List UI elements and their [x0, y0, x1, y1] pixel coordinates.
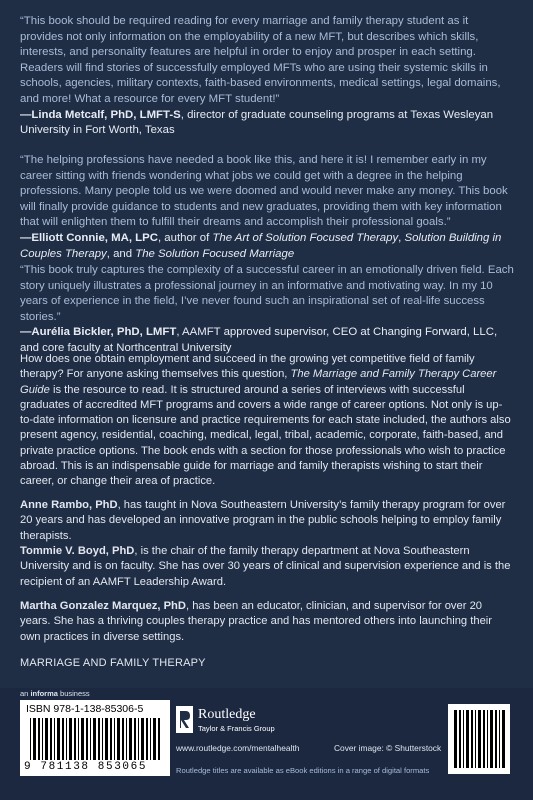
book-title: The Marriage and Family Therapy Career Guide [20, 368, 497, 396]
barcode-number: 9 781138 853065 [24, 761, 148, 773]
endorsement-2-text: “The helping professions have needed a book like this, and here it is! I remember early in my career sitting with friends wondering what jobs we could get with a degree in the helping professions. Many people told us we were doomed and would never make any money. This book will finally provide guidance to students and new graduates, providing them with key information that will enlighten them to fulfill their dreams and accomplish their professional goals.” [20, 154, 508, 229]
endorsement-2-attribution [20, 231, 514, 262]
price-barcode-bar [499, 710, 500, 768]
book-title-2: Solution Building in Couples Therapy [20, 231, 502, 260]
barcode-bar [45, 718, 48, 760]
barcode-bar [90, 718, 91, 760]
author-bio-1 [20, 498, 514, 544]
barcode-bar [102, 718, 103, 760]
barcode-bars [30, 718, 162, 760]
author-bio-1-body: , has taught in Nova Southeastern University’s family therapy program for over 20 years and has developed an innovative program in the public schools helping to employ family therapists. [20, 499, 506, 542]
endorsement-3 [20, 263, 514, 357]
description-intro: How does one obtain employment and succeed in the growing yet competitive field of family therapy? For anyone asking themselves this question, [20, 353, 475, 381]
author-bio-3 [20, 599, 514, 645]
barcode-bar [150, 718, 151, 760]
endorsement-1-affiliation: , director of graduate counseling programs at Texas Wesleyan University in Fort Worth, Texas [20, 108, 494, 137]
routledge-logo-icon [176, 706, 193, 733]
description-text [20, 352, 514, 490]
separator: , [398, 231, 405, 244]
isbn-barcode [20, 700, 170, 776]
informa-tagline [20, 689, 90, 698]
publisher-name: Routledge [198, 707, 256, 722]
barcode-bar [126, 718, 127, 760]
price-barcode-bar [478, 710, 481, 768]
barcode-bar [50, 718, 52, 760]
barcode-bar [138, 718, 139, 760]
endorsement-2 [20, 153, 514, 262]
publisher-group: Taylor & Francis Group [198, 724, 275, 733]
price-barcode-bar [454, 710, 457, 768]
endorsement-3-name: —Aurélia Bickler, PhD, LMFT [20, 326, 177, 339]
book-title-3: The Solution Focused Marriage [135, 247, 295, 260]
barcode-bar [54, 718, 55, 760]
barcode-bar [153, 718, 156, 760]
informa-pre: an [20, 689, 31, 698]
isbn-text: ISBN 978-1-138-85306-5 [26, 703, 144, 715]
price-barcode-bar [471, 710, 473, 768]
barcode-bar [78, 718, 79, 760]
endorsement-2-name: —Elliott Connie, MA, LPC [20, 231, 158, 244]
endorsement-1 [20, 14, 514, 139]
book-description [20, 352, 514, 490]
price-barcode-bar [487, 710, 488, 768]
price-barcode-bar [483, 710, 485, 768]
author-bio-3-body: , has been an educator, clinician, and supervisor for over 20 years. She has a thriving couples therapy practice and has mentored others into launching their own practices in diverse settings. [20, 600, 493, 643]
subject-category [20, 653, 514, 671]
barcode-bar [114, 718, 115, 760]
barcode-bar [38, 718, 40, 760]
barcode-bar [93, 718, 96, 760]
barcode-bar [66, 718, 67, 760]
author-bio-2-body: , is the chair of the family therapy department at Nova Southeastern University and is on faculty. She has over 30 years of clinical and supervision experience and is the recipient of an AAMFT Leadership Award. [20, 545, 511, 588]
barcode-bar [110, 718, 112, 760]
barcode-bar [141, 718, 144, 760]
barcode-bar [69, 718, 72, 760]
barcode-bar [122, 718, 124, 760]
barcode-bar [158, 718, 160, 760]
cover-image-credit: Cover image: © Shutterstock [334, 743, 442, 753]
barcode-bar [57, 718, 60, 760]
author-name-2: Tommie V. Boyd, PhD [20, 545, 135, 557]
price-barcode-bar [463, 710, 464, 768]
informa-post: business [57, 689, 90, 698]
barcode-bar [105, 718, 108, 760]
price-barcode-bar [490, 710, 493, 768]
barcode-bar [74, 718, 76, 760]
author-bio-1-text [20, 498, 514, 544]
barcode-bar [98, 718, 100, 760]
barcode-bar [117, 718, 120, 760]
endorsement-1-attribution [20, 108, 514, 139]
endorsement-2-affiliation: , author of [157, 231, 213, 244]
book-title-1: The Art of Solution Focused Therapy [212, 231, 399, 244]
price-barcode-bars [448, 704, 510, 774]
ebook-note: Routledge titles are available as eBook editions in a range of digital formats [176, 766, 430, 775]
author-name-3: Martha Gonzalez Marquez, PhD [20, 600, 186, 612]
author-name-1: Anne Rambo, PhD [20, 499, 118, 511]
barcode-bar [42, 718, 43, 760]
price-barcode-bar [502, 710, 505, 768]
price-barcode-bar [495, 710, 497, 768]
barcode-bar [33, 718, 36, 760]
barcode-bar [134, 718, 136, 760]
endorsement-3-text: “This book truly captures the complexity of a successful career in an emotionally driven field. Each story uniquely illustrates a professional journey in an informative and motivating way. In my 10 years of experience in the field, I’ve never found such an inspirational set of real-life success stories.” [20, 264, 514, 323]
publisher-website: www.routledge.com/mentalhealth [176, 743, 300, 753]
price-barcode-bar [475, 710, 476, 768]
endorsement-1-text: “This book should be required reading for every marriage and family therapy student as it provides not only information on the employability of a new MFT, but describes which skills, interests, and personality features are helpful in order to enjoy and prosper in each setting. Readers will find stories of successfully employed MFTs who are using their systemic skills in schools, agencies, military contexts, faith-based environments, medical settings, legal domains, and more! What a resource for every MFT student!” [20, 15, 501, 105]
author-bio-2-text [20, 544, 514, 590]
barcode-bar [129, 718, 132, 760]
barcode-bar [146, 718, 148, 760]
description-body: is the resource to read. It is structured around a series of interviews with successful graduates of accredited MFT programs and covers a wide range of career options. Not only is up-to-date information on licensure and practice requirements for each state included, the authors also present agency, residential, coaching, medical, legal, tribal, academic, corporate, faith-based, and private practice options. The book ends with a section for those professionals who wish to practice abroad. This is an indispensable guide for marriage and family therapists wishing to start their career, or change their area of practice. [20, 383, 511, 488]
author-bio-3-text [20, 599, 514, 645]
barcode-bar [86, 718, 88, 760]
informa-brand: informa [30, 689, 58, 698]
barcode-bar [30, 718, 31, 760]
barcode-bar [62, 718, 64, 760]
category-label: MARRIAGE AND FAMILY THERAPY [20, 657, 206, 669]
barcode-bar [81, 718, 84, 760]
separator: , and [106, 247, 136, 260]
endorsement-3-affiliation: , AAMFT approved supervisor, CEO at Changing Forward, LLC, and core faculty at Northcentral University [20, 326, 498, 354]
price-barcode [448, 704, 510, 774]
price-barcode-bar [466, 710, 469, 768]
price-barcode-bar [459, 710, 461, 768]
author-bio-2 [20, 544, 514, 590]
endorsement-1-name: —Linda Metcalf, PhD, LMFT-S [20, 108, 181, 121]
